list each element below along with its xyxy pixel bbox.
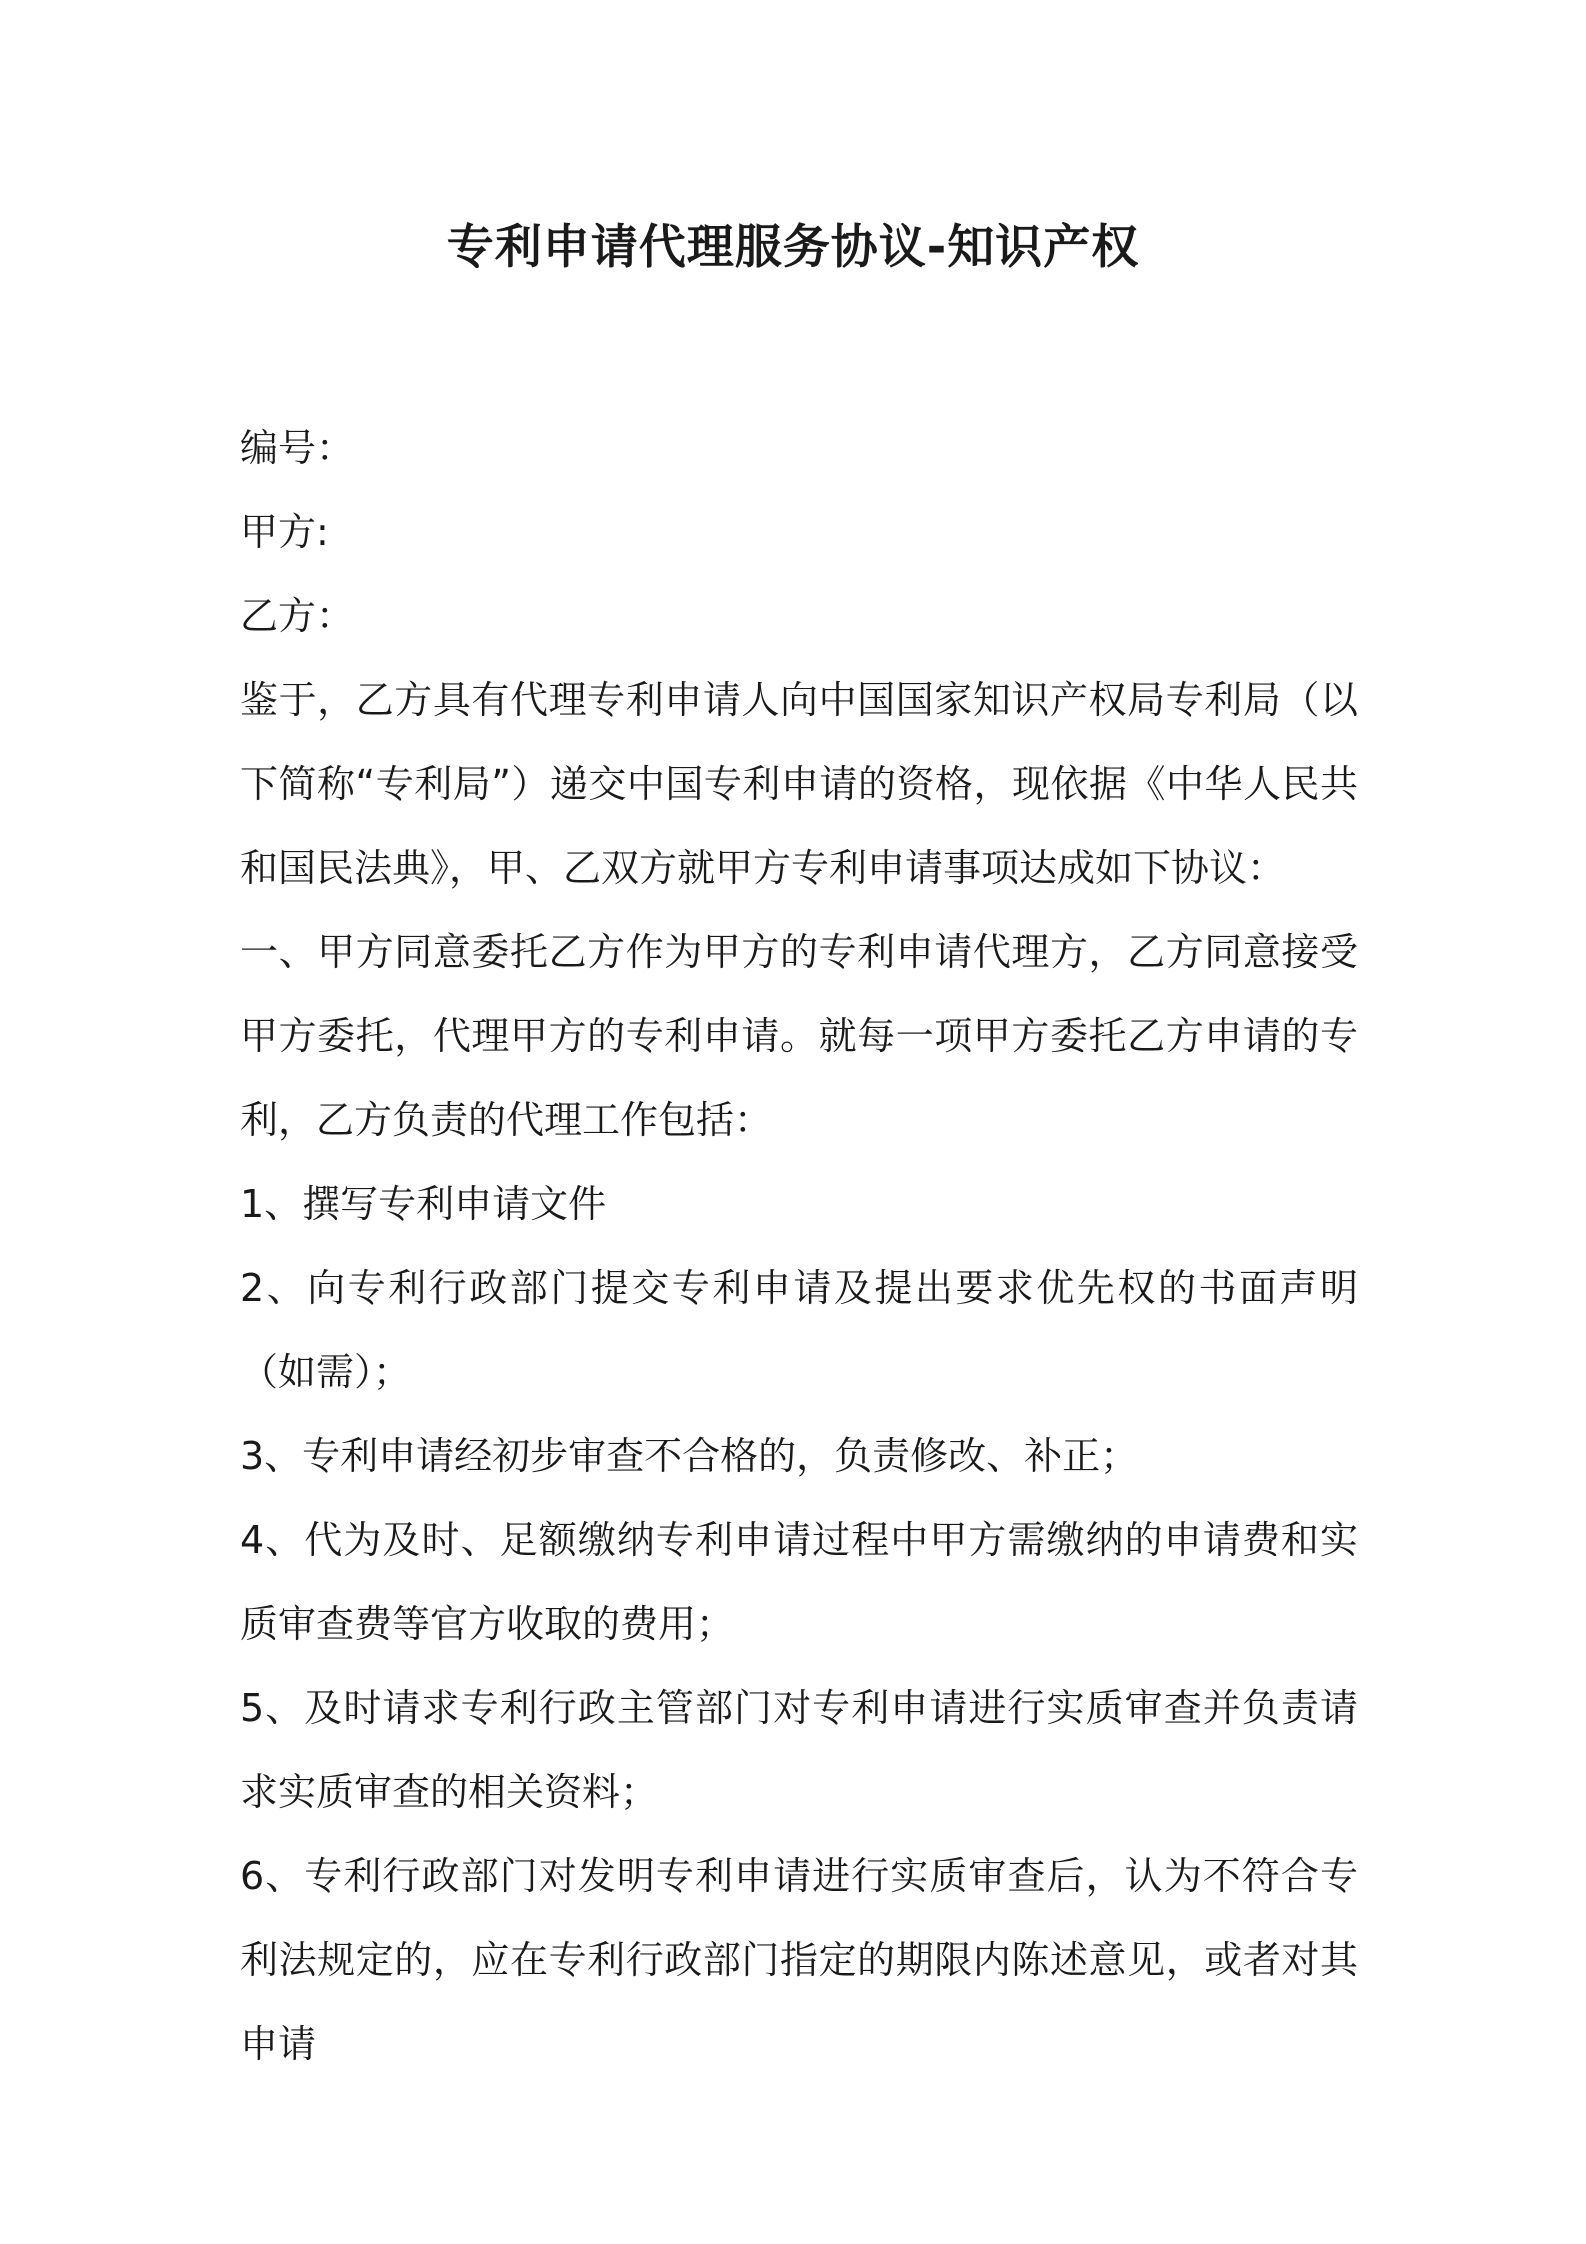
document-body <box>240 406 1358 2086</box>
item-3-paragraph: 3、专利申请经初步审查不合格的，负责修改、补正； <box>240 1434 1139 1478</box>
item-1-paragraph: 1、撰写专利申请文件 <box>240 1182 607 1226</box>
item-6-paragraph: 6、专利行政部门对发明专利申请进行实质审查后，认为不符合专利法规定的，应在专利行政部门指定的期限内陈述意见，或者对其申请 <box>240 1854 1358 2066</box>
number-field: 编号： <box>240 426 355 470</box>
document-title: 专利申请代理服务协议-知识产权 <box>446 220 1140 275</box>
clause-1-paragraph: 一、甲方同意委托乙方作为甲方的专利申请代理方，乙方同意接受甲方委托，代理甲方的专利申请。就每一项甲方委托乙方申请的专利，乙方负责的代理工作包括： <box>240 930 1358 1142</box>
item-5-paragraph: 5、及时请求专利行政主管部门对专利申请进行实质审查并负责请求实质审查的相关资料； <box>240 1686 1358 1814</box>
party-a-field: 甲方: <box>240 510 329 554</box>
preamble-paragraph: 鉴于，乙方具有代理专利申请人向中国国家知识产权局专利局（以下简称“专利局”）递交中国专利申请的资格，现依据《中华人民共和国民法典》，甲、乙双方就甲方专利申请事项达成如下协议： <box>240 678 1358 890</box>
item-4-paragraph: 4、代为及时、足额缴纳专利申请过程中甲方需缴纳的申请费和实质审查费等官方收取的费用； <box>240 1518 1358 1646</box>
item-2-paragraph: 2、向专利行政部门提交专利申请及提出要求优先权的书面声明（如需）； <box>240 1266 1358 1394</box>
party-b-field: 乙方： <box>240 594 355 638</box>
